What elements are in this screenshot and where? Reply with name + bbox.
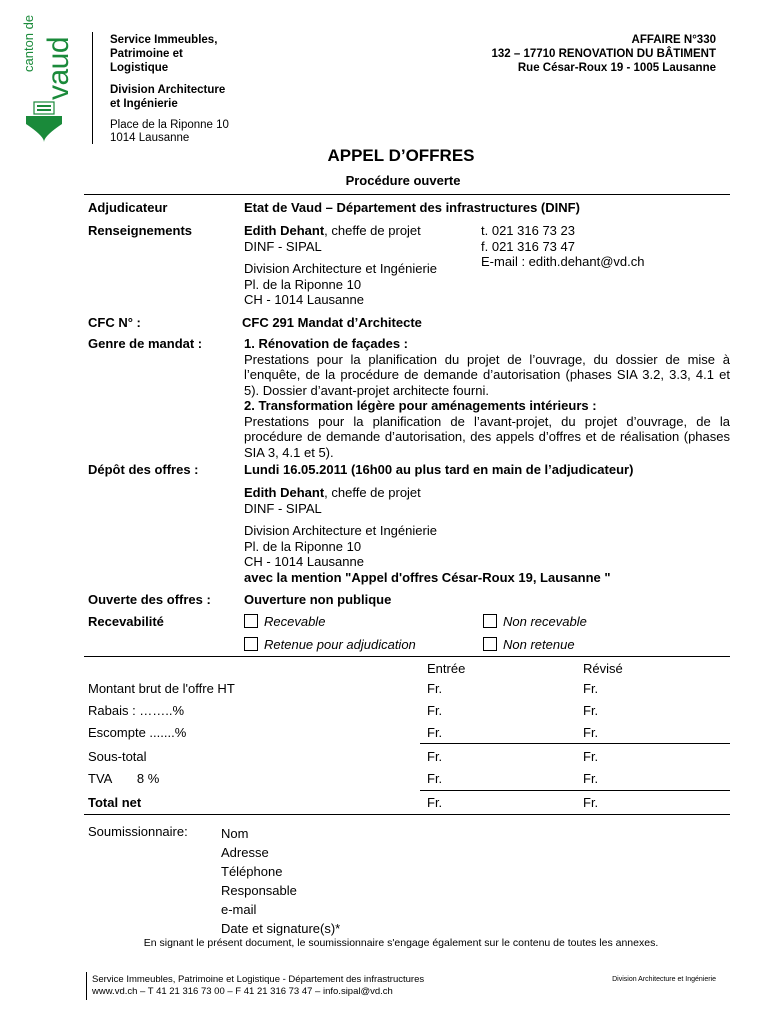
field-telephone: Téléphone: [221, 864, 283, 879]
row-entree: Fr.: [427, 681, 443, 696]
mandat-label: Genre de mandat :: [88, 336, 203, 351]
field-adresse: Adresse: [221, 845, 269, 860]
label-recevable: Recevable: [264, 614, 326, 629]
contact-fax: f. 021 316 73 47: [481, 238, 575, 254]
row-revise: Fr.: [583, 725, 599, 740]
depot-date: Lundi 16.05.2011 (16h00 au plus tard en main de l’adjudicateur): [244, 462, 634, 477]
adjudicateur-label: Adjudicateur: [88, 200, 168, 215]
footer-info: Service Immeubles, Patrimoine et Logistique - Département des infrastructures www.vd.ch – T 41 21 316 73 00 – F 41 21 316 73 47 – info.sipal@vd.ch: [92, 974, 425, 997]
page-subtitle: Procédure ouverte: [345, 173, 461, 188]
affaire-project: 132 – 17710 RENOVATION DU BÂTIMENT: [491, 48, 716, 60]
cfc-value: CFC 291 Mandat d’Architecte: [242, 315, 422, 330]
checkbox-retenue[interactable]: [244, 637, 258, 651]
mandat-item2-title: 2. Transformation légère pour aménagements intérieurs :: [244, 398, 597, 413]
row-revise: Fr.: [583, 795, 599, 810]
row-entree: Fr.: [427, 725, 443, 740]
affaire-address: Rue César-Roux 19 - 1005 Lausanne: [517, 62, 716, 74]
adjudicateur-value: Etat de Vaud – Département des infrastructures (DINF): [244, 200, 580, 215]
field-responsable: Responsable: [221, 883, 297, 898]
affaire-block: [491, 33, 716, 75]
row-label: Montant brut de l'offre HT: [88, 681, 235, 696]
footer-division: Division Architecture et Ingénierie: [612, 976, 716, 983]
row-revise: Fr.: [583, 771, 599, 786]
sender-service: Service Immeubles, Patrimoine et Logistique: [110, 34, 218, 74]
renseignements-label: Renseignements: [88, 223, 193, 238]
depot-address: Division Architecture et Ingénierie Pl. de la Riponne 10 CH - 1014 Lausanne avec la mention "Appel d'offres César-Roux 19, Lausanne ": [244, 523, 611, 585]
affaire-number: AFFAIRE N°330: [631, 34, 716, 46]
mandat-item1-title: 1. Rénovation de façades :: [244, 336, 408, 351]
checkbox-non-retenue[interactable]: [483, 637, 497, 651]
row-entree: Fr.: [427, 795, 443, 810]
label-retenue: Retenue pour adjudication: [264, 637, 416, 652]
row-revise: Fr.: [583, 749, 599, 764]
contact-tel: t. 021 316 73 23: [481, 223, 575, 238]
row-revise: Fr.: [583, 681, 599, 696]
mandat-item2-text: Prestations pour la planification de l’avant-projet, du projet d’ouvrage, de la procédure de demande d’autorisation, des appels d’offres et de réalisation (phases SIA 3, 4.1 et 5).: [244, 413, 730, 460]
ouverture-value: Ouverture non publique: [244, 592, 392, 607]
soumissionnaire-fields: [221, 824, 340, 938]
row-label: TVA 8 %: [88, 771, 160, 786]
sender-division: Division Architecture et Ingénierie: [110, 84, 226, 110]
row-label: Rabais : ……..%: [88, 703, 185, 718]
row-entree: Fr.: [427, 703, 443, 718]
row-label-total: Total net: [88, 795, 142, 810]
field-nom: Nom: [221, 826, 249, 841]
recevabilite-label: Recevabilité: [88, 614, 164, 629]
row-label: Escompte .......%: [88, 725, 187, 740]
checkbox-recevable[interactable]: [244, 614, 258, 628]
field-signature: Date et signature(s)*: [221, 921, 341, 936]
renseignements-contact: Edith Dehant, cheffe de projet DINF - SIPAL: [244, 223, 421, 254]
renseignements-phones: [481, 223, 645, 270]
logo-vaud-text: vaud: [42, 36, 75, 100]
page-title: APPEL D’OFFRES: [327, 146, 475, 165]
canton-vaud-logo: [21, 14, 75, 146]
field-email: e-mail: [221, 902, 257, 917]
col-revise-header: Révisé: [583, 661, 623, 676]
row-revise: Fr.: [583, 703, 599, 718]
depot-label: Dépôt des offres :: [88, 462, 199, 477]
row-entree: Fr.: [427, 749, 443, 764]
depot-contact: Edith Dehant, cheffe de projet DINF - SIPAL: [244, 485, 421, 516]
contact-email: E-mail : edith.dehant@vd.ch: [481, 254, 645, 269]
ouverture-label: Ouverte des offres :: [88, 592, 211, 607]
sender-address: Place de la Riponne 10 1014 Lausanne: [110, 119, 229, 144]
logo-canton-text: canton de: [21, 14, 36, 72]
engagement-note: En signant le présent document, le soumissionnaire s'engage également sur le contenu de toutes les annexes.: [143, 937, 659, 949]
row-label: Sous-total: [88, 749, 147, 764]
depot-mention: avec la mention "Appel d'offres César-Roux 19, Lausanne ": [244, 569, 611, 585]
col-entree-header: Entrée: [427, 661, 466, 676]
contact-name: Edith Dehant: [244, 223, 325, 238]
mandat-item1-text: Prestations pour la planification du projet de l’ouvrage, du dossier de mise à l’enquête, de la procédure de demande d’autorisation (phases SIA 3.2, 3.3, 4.1 et 5). Dossier d’avant-projet architecte fourni.: [244, 351, 730, 398]
mandat-content: [244, 336, 730, 460]
cfc-label: CFC N° :: [88, 315, 141, 330]
row-entree: Fr.: [427, 771, 443, 786]
label-non-recevable: Non recevable: [503, 614, 587, 629]
renseignements-address: Division Architecture et Ingénierie Pl. de la Riponne 10 CH - 1014 Lausanne: [244, 261, 437, 307]
checkbox-non-recevable[interactable]: [483, 614, 497, 628]
label-non-retenue: Non retenue: [503, 637, 575, 652]
soumissionnaire-label: Soumissionnaire:: [88, 824, 188, 839]
